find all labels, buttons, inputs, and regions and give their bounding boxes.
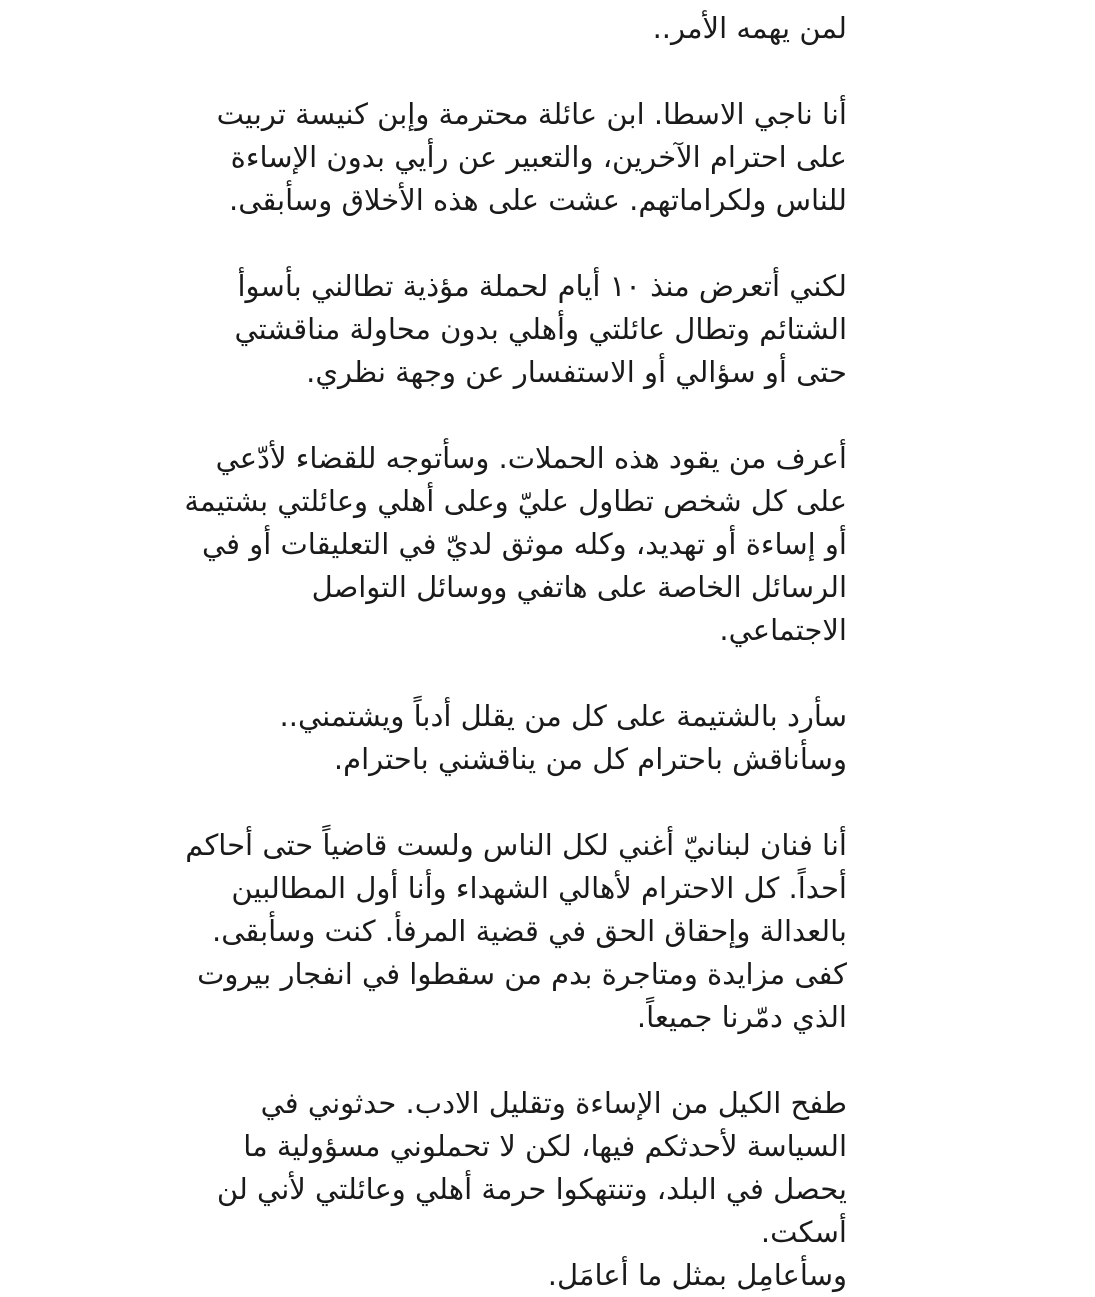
text-line: الذي دمّرنا جميعاً. (636, 1000, 847, 1034)
text-line: وسأناقش باحترام كل من يناقشني باحترام. (333, 742, 847, 776)
paragraph-1 (200, 93, 847, 222)
text-line: وسأعامِل بمثل ما أعامَل. (547, 1258, 847, 1292)
text-line: لمن يهمه الأمر.. (652, 11, 847, 45)
text-line: الرسائل الخاصة على هاتفي ووسائل التواصل (311, 570, 847, 604)
text-line: الشتائم وتطال عائلتي وأهلي بدون محاولة مناقشتي (234, 312, 847, 346)
text-line: أحداً. كل الاحترام لأهالي الشهداء وأنا أول المطالبين (231, 871, 847, 905)
paragraph-5 (185, 824, 847, 1039)
text-line: على احترام الآخرين، والتعبير عن رأيي بدون الإساءة (230, 140, 847, 174)
paragraph-2 (200, 265, 847, 394)
paragraph-4 (200, 695, 847, 781)
text-line: بالعدالة وإحقاق الحق في قضية المرفأ. كنت وسأبقى. (212, 914, 847, 948)
greeting-paragraph (200, 7, 847, 50)
paragraph-6 (200, 1082, 847, 1297)
text-line: السياسة لأحدثكم فيها، لكن لا تحملوني مسؤولية ما (243, 1129, 847, 1163)
text-line: للناس ولكراماتهم. عشت على هذه الأخلاق وسأبقى. (228, 183, 847, 217)
text-line: على كل شخص تطاول عليّ وعلى أهلي وعائلتي بشتيمة (184, 484, 847, 518)
text-line: أو إساءة أو تهديد، وكله موثق لديّ في التعليقات أو في (201, 527, 847, 561)
text-line: أنا ناجي الاسطا. ابن عائلة محترمة وإبن كنيسة تربيت (216, 97, 847, 131)
paragraph-3 (184, 437, 847, 652)
text-line: طفح الكيل من الإساءة وتقليل الادب. حدثوني في (260, 1086, 847, 1120)
text-line: الاجتماعي. (719, 613, 847, 647)
text-line: أسكت. (760, 1215, 847, 1249)
text-line: أعرف من يقود هذه الحملات. وسأتوجه للقضاء لأدّعي (215, 441, 847, 475)
text-line: لكني أتعرض منذ ١٠ أيام لحملة مؤذية تطالني بأسوأ (237, 269, 847, 303)
text-line: حتى أو سؤالي أو الاستفسار عن وجهة نظري. (306, 355, 847, 389)
text-line: أنا فنان لبنانيّ أغني لكل الناس ولست قاضياً حتى أحاكم (185, 828, 847, 862)
text-line: سأرد بالشتيمة على كل من يقلل أدباً ويشتمني.. (279, 699, 847, 733)
text-line: كفى مزايدة ومتاجرة بدم من سقطوا في انفجار بيروت (197, 957, 847, 991)
text-line: يحصل في البلد، وتنتهكوا حرمة أهلي وعائلتي لأني لن (216, 1172, 847, 1206)
